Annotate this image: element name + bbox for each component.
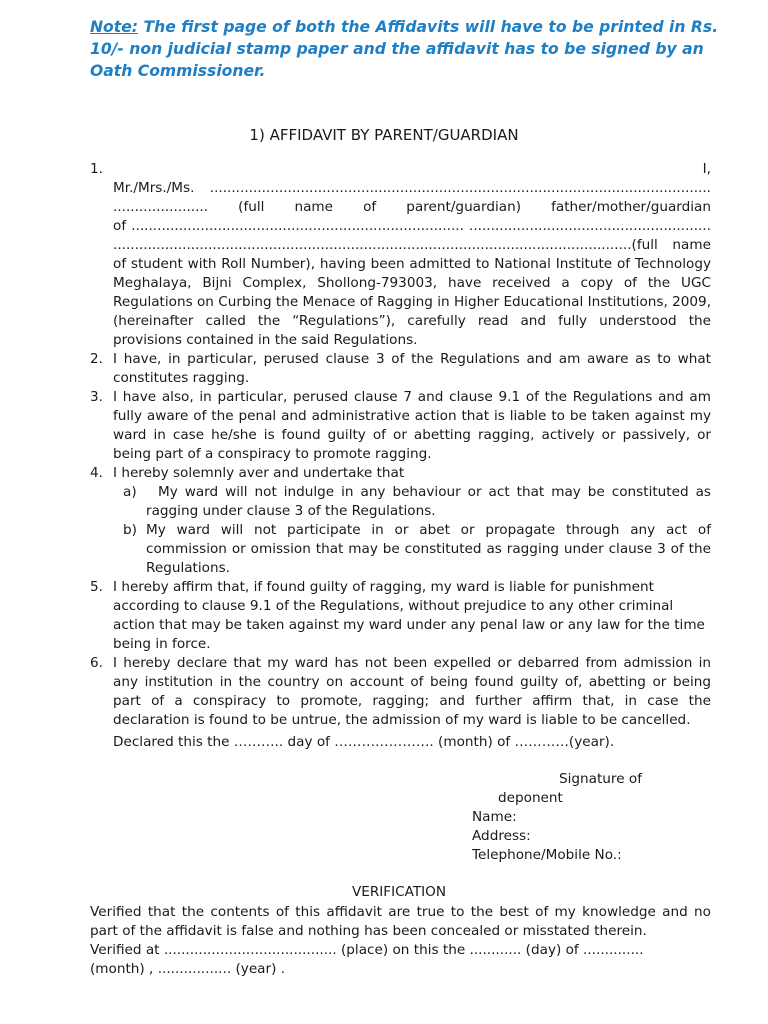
clause-4-text: I hereby solemnly aver and undertake that — [113, 465, 405, 481]
clause-4b-text: My ward will not participate in or abet or propagate through any act of commission or omission that may be constituted as ragging under clause 3 of the Regulations. — [146, 522, 711, 576]
clause-4 — [90, 464, 711, 483]
clause-1-line-5: ........................................................................................................................(full name — [113, 237, 711, 253]
affidavit-title: 1) AFFIDAVIT BY PARENT/GUARDIAN — [249, 126, 519, 144]
declaration-date-line: Declared this the ……….. day of …………………. (month) of …………(year). — [113, 734, 615, 750]
clause-1-line-4: of ............................................................................. ........................................................ — [113, 218, 711, 234]
clause-1-text: of student with Roll Number), having been admitted to National Institute of Technology Meghalaya, Bijni Complex, Shollong-793003, have received a copy of the UGC Regulations on Curbing the Menace of Ragging in Higher Educational Institutions, 2009, (hereinafter called the “Regulations”), carefully read and fully understood the provisions contained in the said Regulations. — [113, 256, 712, 348]
clause-2 — [90, 350, 711, 388]
signature-label: Signature of — [559, 771, 643, 787]
clause-3 — [90, 388, 711, 464]
clause-6-text: I hereby declare that my ward has not been expelled or debarred from admission in any institution in the country on account of being found guilty of, abetting or being part of a conspiracy to promote, ragging; and further affirm that, in case the declaration is found to be untrue, the admission of my ward is liable to be cancelled. — [113, 655, 711, 728]
clause-number: 2. — [90, 351, 103, 367]
address-label: Address: — [472, 828, 531, 844]
note-text: The first page of both the Affidavits will have to be printed in Rs. 10/- non judicial stamp paper and the affidavit has to be signed by an Oath Commissioner. — [90, 18, 719, 80]
deponent-label: deponent — [498, 790, 563, 806]
verification-text: Verified that the contents of this affidavit are true to the best of my knowledge and no part of the affidavit is false and nothing has been concealed or misstated therein. — [90, 904, 711, 939]
clause-number: 4. — [90, 465, 103, 481]
clause-4b — [90, 521, 711, 578]
clause-2-text: I have, in particular, perused clause 3 of the Regulations and am aware as to what constitutes ragging. — [113, 351, 711, 386]
telephone-label: Telephone/Mobile No.: — [472, 847, 622, 863]
verification-place-line: Verified at ........................................ (place) on this the ............ (day) of .............. — [90, 942, 644, 958]
clause-number: 6. — [90, 655, 103, 671]
verification-title: VERIFICATION — [351, 884, 447, 900]
clause-5-text: I hereby affirm that, if found guilty of ragging, my ward is liable for punishment according to clause 9.1 of the Regulations, without prejudice to any other criminal action that may be taken against my ward under any penal law or any law for the time being in force. — [113, 579, 705, 652]
sub-clause-letter: b) — [123, 522, 137, 538]
verification-block — [90, 903, 711, 979]
clause-4a — [90, 483, 711, 521]
verification-year-line: (month) , ................. (year) . — [90, 961, 286, 977]
clause-3-text: I have also, in particular, perused clause 7 and clause 9.1 of the Regulations and am fully aware of the penal and administrative action that is liable to be taken against my ward in case he/she is found guilty of or abetting ragging, actively or passively, or being part of a conspiracy to promote ragging. — [113, 389, 711, 462]
clause-1-line-3: ...................... (full name of parent/guardian) father/mother/guardian — [113, 199, 711, 215]
affidavit-body — [90, 160, 711, 730]
note — [90, 16, 720, 82]
clause-4a-content: My ward will not indulge in any behaviour or act that may be constituted as ragging under clause 3 of the Regulations. — [146, 484, 711, 519]
clause-1-line-2: Mr./Mrs./Ms. .................................................................................................................... — [113, 180, 711, 196]
name-label: Name: — [472, 809, 517, 825]
note-label: Note: — [90, 18, 139, 36]
clause-1 — [90, 160, 711, 350]
clause-4a-text — [146, 483, 711, 521]
clause-number: 1. — [90, 161, 103, 177]
clause-number: 5. — [90, 579, 103, 595]
clause-number: 3. — [90, 389, 103, 405]
clause-6 — [90, 654, 711, 730]
clause-1-line-1: I, — [702, 161, 711, 177]
clause-5 — [90, 578, 711, 654]
sub-clause-letter: a) — [123, 484, 137, 500]
